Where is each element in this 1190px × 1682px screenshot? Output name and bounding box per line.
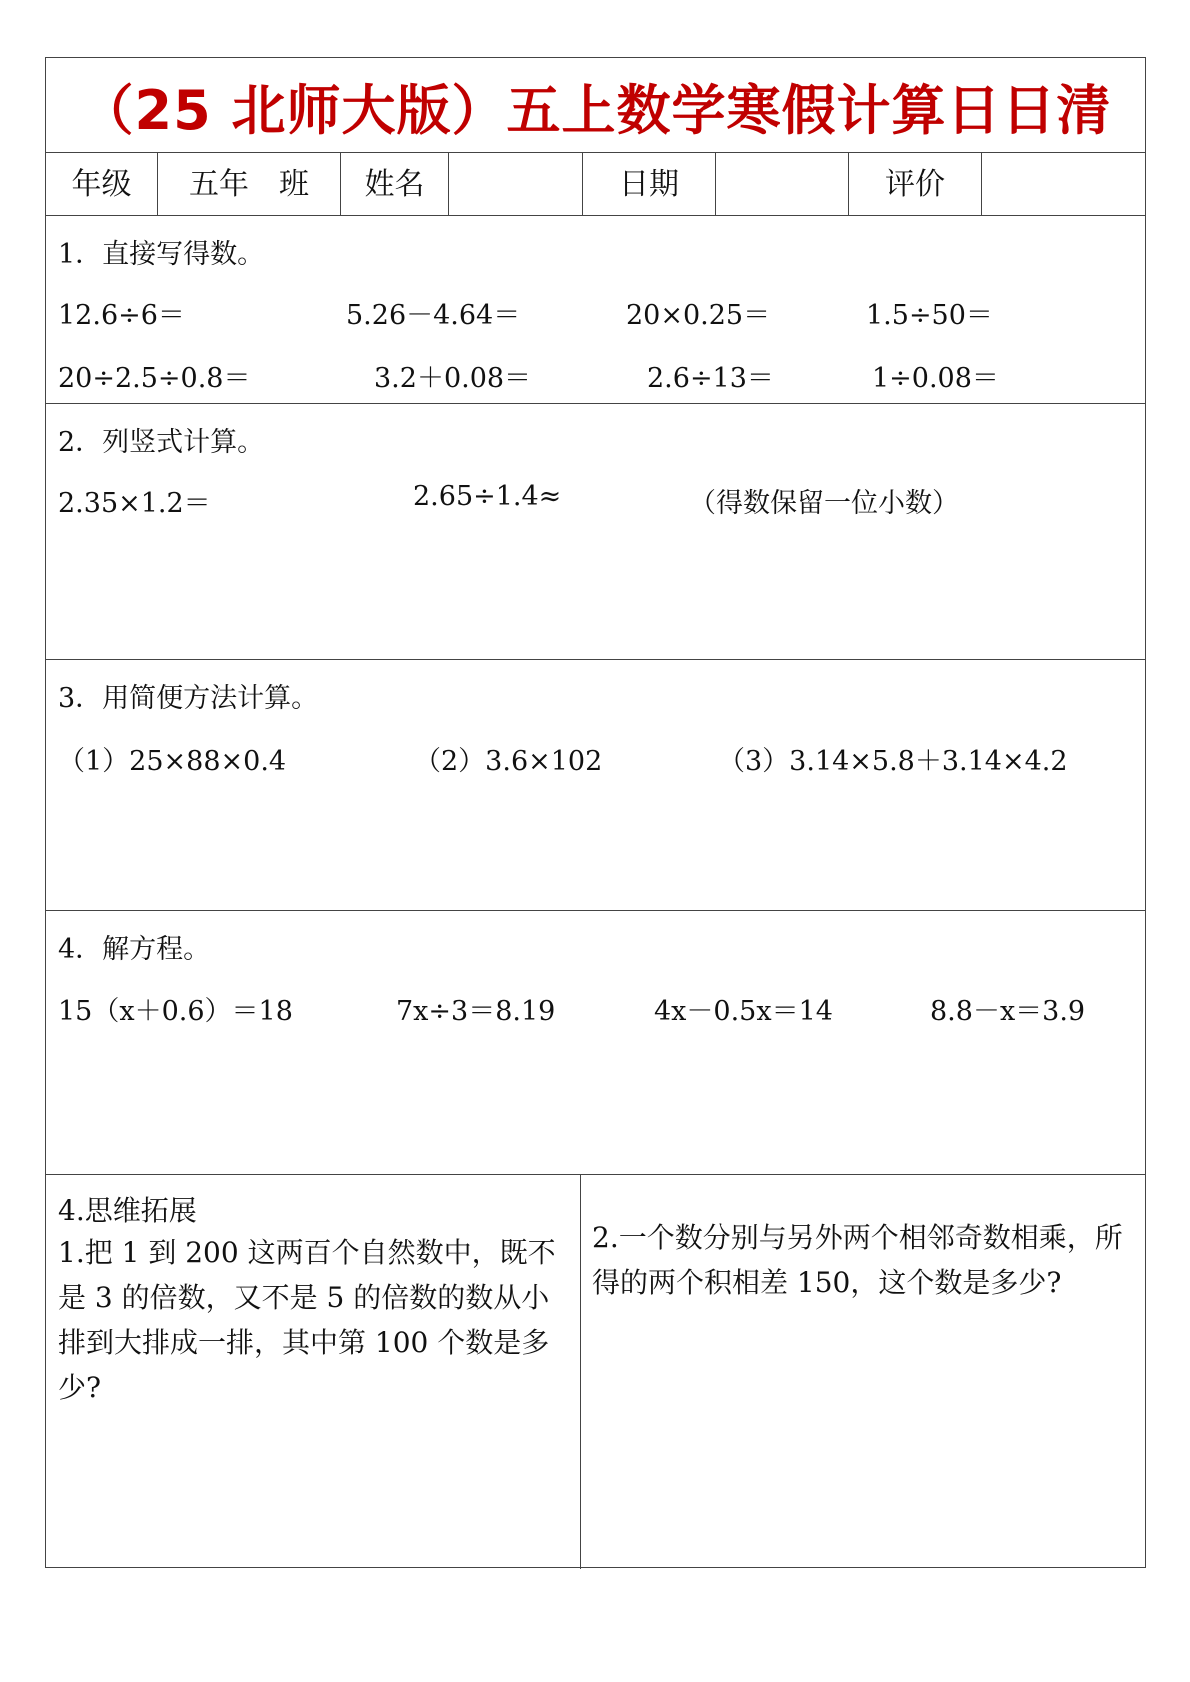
grade-value: 五年 班 (158, 153, 341, 215)
name-label: 姓名 (341, 153, 449, 215)
section-simplified-calculation (46, 660, 1145, 911)
word-problem-2: 2.一个数分别与另外两个相邻奇数相乘，所得的两个积相差 150，这个数是多少? (592, 1221, 1123, 1299)
problem-item: 7x÷3＝8.19 (396, 996, 556, 1027)
word-problem-1: 1.把 1 到 200 这两百个自然数中，既不是 3 的倍数，又不是 5 的倍数的数从小排到大排成一排，其中第 100 个数是多少? (58, 1236, 556, 1404)
name-field[interactable] (449, 153, 583, 215)
grade-label: 年级 (46, 153, 158, 215)
problem-item: （1）25×88×0.4 (58, 746, 287, 777)
problem-item: （2）3.6×102 (414, 746, 603, 777)
section-thinking-extension (46, 1175, 1145, 1569)
problem-item: 2.6÷13＝ (647, 363, 774, 394)
section-direct-answers (46, 216, 1145, 404)
section-heading: 2．列竖式计算。 (58, 427, 265, 458)
info-row (46, 153, 1145, 216)
problem-item: （3）3.14×5.8＋3.14×4.2 (718, 746, 1068, 777)
worksheet-table (45, 57, 1146, 1568)
problem-item: 1÷0.08＝ (872, 363, 999, 394)
problem-item: 4x－0.5x＝14 (654, 996, 833, 1027)
problem-item: 8.8－x＝3.9 (930, 996, 1086, 1027)
section-heading: 1．直接写得数。 (58, 239, 265, 270)
problem-item: 2.35×1.2＝ (58, 488, 211, 519)
problem-item: 2.65÷1.4≈ (413, 481, 562, 512)
rounding-note: （得数保留一位小数） (689, 488, 959, 519)
section-heading: 4．解方程。 (58, 934, 211, 965)
section-heading: 4.思维拓展 (58, 1194, 197, 1227)
section-vertical-calculation (46, 404, 1145, 660)
problem-item: 1.5÷50＝ (866, 300, 993, 331)
problem-item: 12.6÷6＝ (58, 300, 185, 331)
section-equations (46, 911, 1145, 1175)
date-label: 日期 (583, 153, 716, 215)
problem-item: 20×0.25＝ (626, 300, 771, 331)
problem-item: 20÷2.5÷0.8＝ (58, 363, 251, 394)
section-heading: 3．用简便方法计算。 (58, 683, 319, 714)
date-field[interactable] (716, 153, 849, 215)
problem-item: 3.2＋0.08＝ (374, 363, 532, 394)
title-row (46, 58, 1145, 153)
evaluation-field[interactable] (982, 153, 1147, 215)
column-divider (580, 1175, 581, 1569)
page-title: （25 北师大版）五上数学寒假计算日日清 (79, 79, 1112, 142)
problem-item: 15（x＋0.6）＝18 (58, 996, 293, 1027)
evaluation-label: 评价 (849, 153, 982, 215)
problem-item: 5.26－4.64＝ (346, 300, 521, 331)
